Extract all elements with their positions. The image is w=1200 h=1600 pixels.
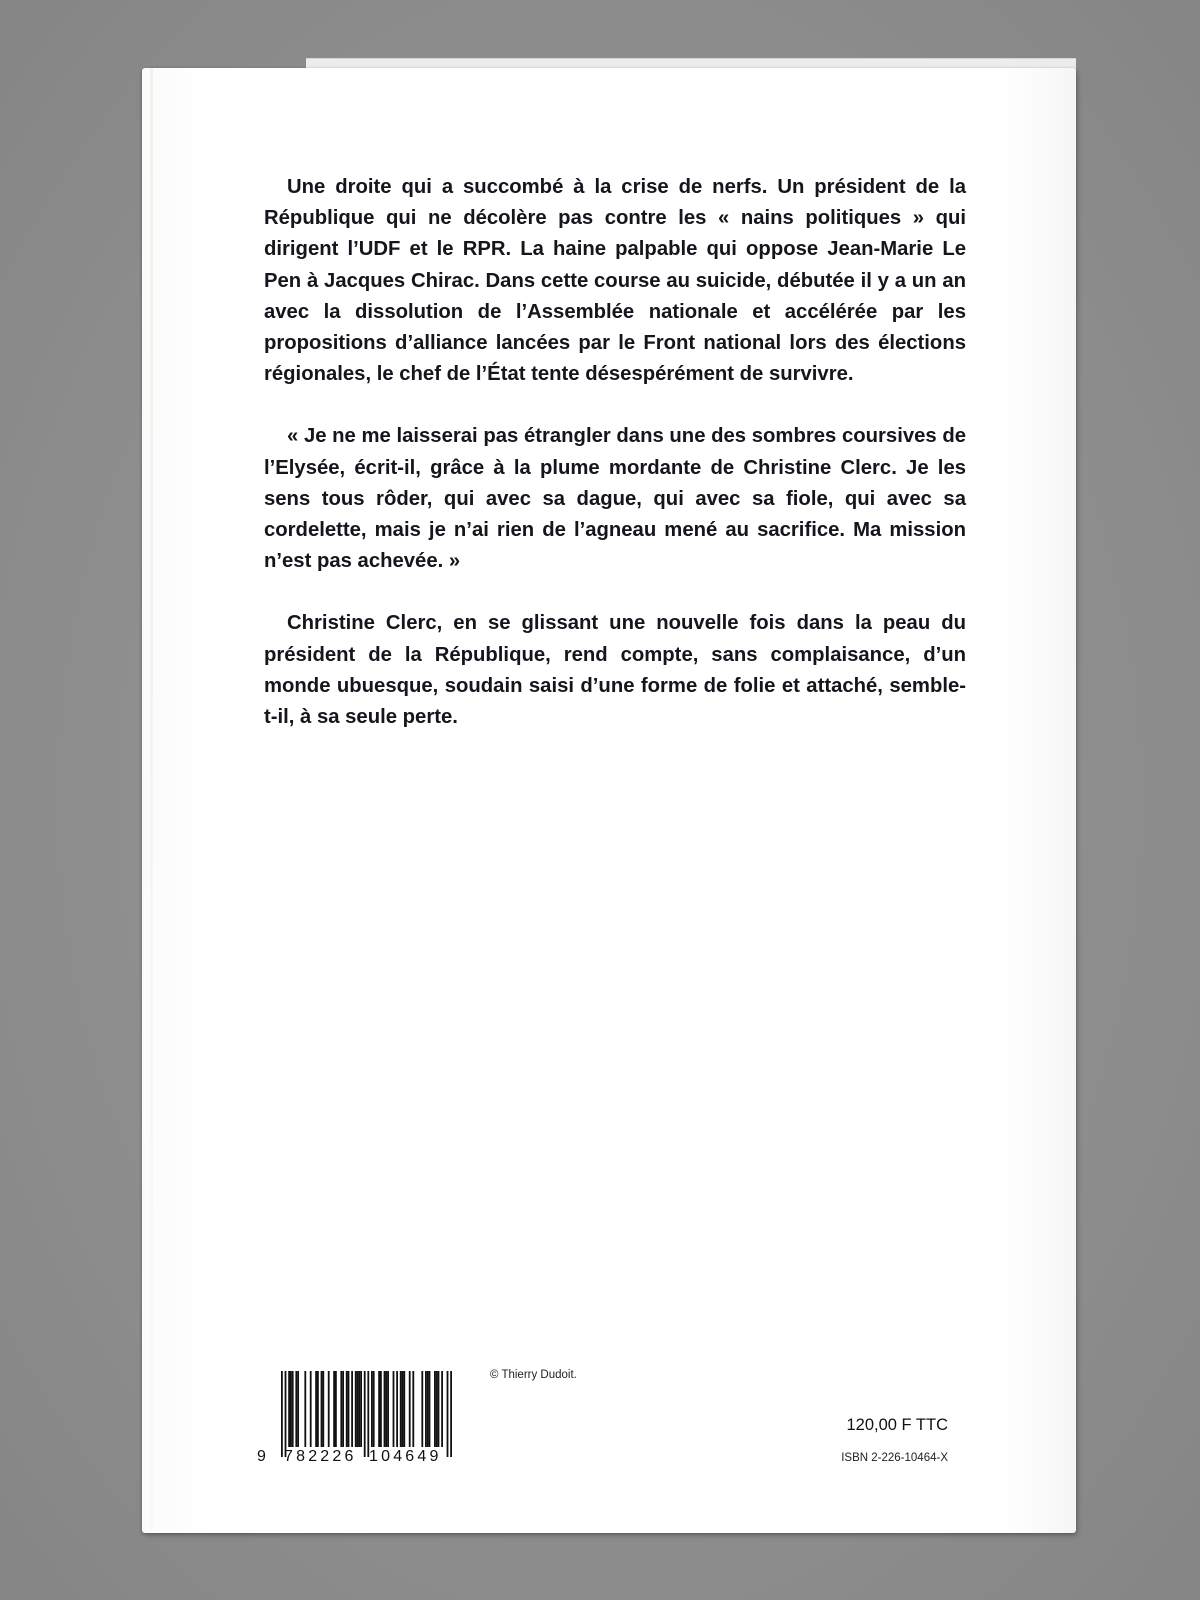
barcode-bar [285, 1371, 287, 1457]
barcode-bar [304, 1371, 306, 1447]
price-label: 120,00 F TTC [846, 1416, 948, 1434]
barcode-bar [310, 1371, 312, 1447]
barcode-bar [373, 1371, 375, 1447]
barcode-bar [434, 1371, 436, 1447]
barcode-bar [360, 1371, 362, 1447]
barcode-bar [328, 1371, 330, 1447]
barcode-bar [295, 1371, 297, 1447]
barcode-digits-left: 782226 [284, 1448, 357, 1465]
barcode-bar [292, 1371, 294, 1447]
barcode-bar [290, 1371, 292, 1447]
barcode-bar [385, 1371, 387, 1447]
barcode-bar [351, 1371, 353, 1447]
barcode-bar [425, 1371, 427, 1447]
barcode-bar [378, 1371, 380, 1447]
barcode-bar [427, 1371, 429, 1447]
blurb-paragraph-3: Christine Clerc, en se glissant une nouvelle fois dans la peau du président de la République, rend compte, sans complaisance, d’un monde ubuesque, soudain saisi d’une forme de folie et attaché, semble-t-il, à sa seule perte. [264, 612, 966, 729]
barcode-bar [367, 1371, 369, 1457]
photo-credit: © Thierry Dudoit. [490, 1369, 577, 1381]
barcode-bar [436, 1371, 438, 1447]
barcode-bar [340, 1371, 342, 1447]
blurb-paragraph-1: Une droite qui a succombé à la crise de nerfs. Un président de la République qui ne décolère pas contre les « nains politiques » qui dirigent l’UDF et le RPR. La haine palpable qui oppose Jean-Marie Le Pen à Jacques Chirac. Dans cette course au suicide, débutée il y a un an avec la dissolution de l’Assemblée nationale et accélérée par les propositions d’alliance lancées par le Front national lors des élections régionales, le chef de l’État tente désespérément de survivre. [264, 176, 966, 386]
barcode-bar [321, 1371, 323, 1447]
barcode-bar [281, 1371, 283, 1457]
ean-barcode [257, 1371, 457, 1457]
barcode-bar [346, 1371, 348, 1447]
barcode-bar [384, 1371, 386, 1447]
barcode-bar [357, 1371, 359, 1447]
barcode-digit-first: 9 [257, 1448, 266, 1465]
barcode-bar [450, 1371, 452, 1457]
barcode-bar [438, 1371, 440, 1447]
barcode-bar [409, 1371, 411, 1447]
book-back-cover [142, 68, 1076, 1533]
barcode-bar [380, 1371, 382, 1447]
barcode-bar [429, 1371, 431, 1447]
barcode-bar [400, 1371, 402, 1447]
barcode-digits-right: 104649 [369, 1448, 442, 1465]
barcode-bar [322, 1371, 324, 1447]
barcode-bar [288, 1371, 290, 1447]
barcode-bar [403, 1371, 405, 1447]
barcode-bar [421, 1371, 423, 1447]
isbn-label: ISBN 2-226-10464-X [841, 1452, 948, 1464]
barcode-bar [412, 1371, 414, 1447]
barcode-bar [335, 1371, 337, 1447]
barcode-bar [364, 1371, 366, 1457]
barcode-bar [447, 1371, 449, 1457]
barcode-bar [358, 1371, 360, 1447]
barcode-bar [371, 1371, 373, 1447]
barcode-bar [297, 1371, 299, 1447]
blurb-paragraph-2: « Je ne me laisserai pas étrangler dans une des sombres coursives de l’Elysée, écrit-il, grâce à la plume mordante de Christine Clerc. Je les sens tous rôder, qui avec sa dague, qui avec sa fiole, qui avec sa cordelette, mais je n’ai rien de l’agneau mené au sacrifice. Ma mission n’est pas achevée. » [264, 425, 966, 573]
barcode-bar [355, 1371, 357, 1447]
barcode-bar [387, 1371, 389, 1447]
barcode-bar [333, 1371, 335, 1447]
barcode-bar [441, 1371, 443, 1447]
barcode-digits [257, 1448, 457, 1470]
barcode-bar [348, 1371, 350, 1447]
barcode-bar [342, 1371, 344, 1447]
barcode-bar [393, 1371, 395, 1447]
barcode-bar [317, 1371, 319, 1447]
blurb-text [264, 172, 966, 764]
barcode-bar [315, 1371, 317, 1447]
barcode-bar [402, 1371, 404, 1447]
barcode-bar [396, 1371, 398, 1447]
